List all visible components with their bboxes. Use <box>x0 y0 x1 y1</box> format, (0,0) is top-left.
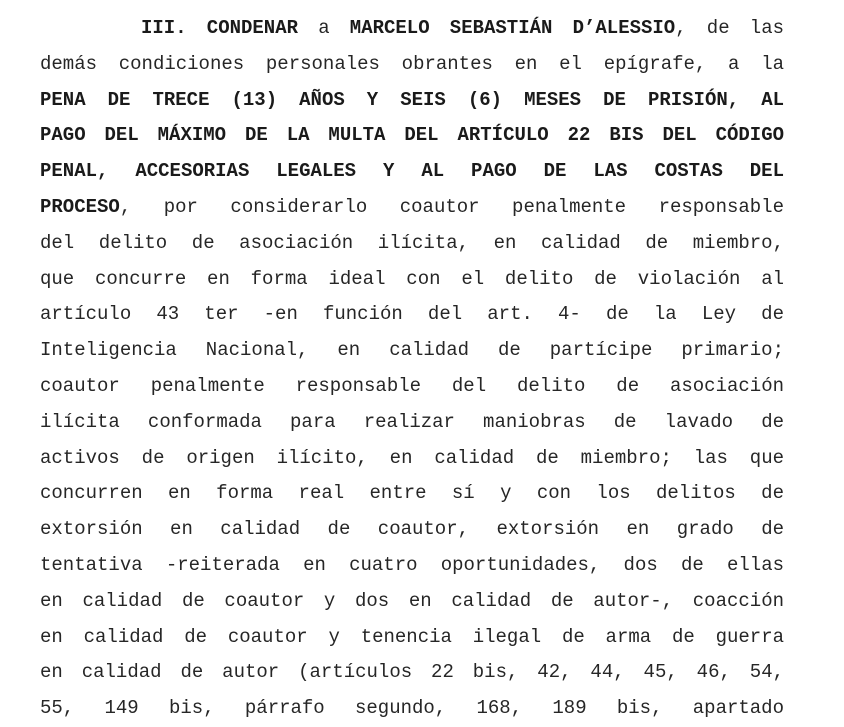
sentence-text: PROCESO <box>40 195 120 218</box>
text-line: Inteligencia Nacional, en calidad de partícipe primario; <box>40 339 784 362</box>
text-line: coautor penalmente responsable del delito de asociación <box>40 374 784 397</box>
text-line: ilícita conformada para realizar maniobras de lavado de <box>40 410 784 433</box>
sentence-text: PENAL, ACCESORIAS LEGALES Y AL PAGO DE LAS COSTAS DEL <box>40 160 784 183</box>
text-line: artículo 43 ter -en función del art. 4- de la Ley de <box>40 303 784 326</box>
heading-verb: CONDENAR <box>206 17 299 39</box>
sentence-line <box>40 83 784 119</box>
document-page <box>40 11 784 727</box>
text-line: tentativa -reiterada en cuatro oportunidades, dos de ellas <box>40 553 784 576</box>
text-line: activos de origen ilícito, en calidad de miembro; las que <box>40 446 784 469</box>
defendant-name: MARCELO SEBASTIÁN D’ALESSIO <box>349 17 676 39</box>
heading-connector: a <box>318 17 330 39</box>
heading-tail: , de las <box>675 17 784 39</box>
text-line: que concurre en forma ideal con el delito de violación al <box>40 267 784 290</box>
text-line: concurren en forma real entre sí y con los delitos de <box>40 482 784 505</box>
text-line: en calidad de coautor y tenencia ilegal de arma de guerra <box>40 625 784 648</box>
sentence-line <box>40 118 784 154</box>
sentence-text: PENA DE TRECE (13) AÑOS Y SEIS (6) MESES DE PRISIÓN, AL <box>40 88 784 111</box>
text-line: demás condiciones personales obrantes en el epígrafe, a la <box>40 52 784 75</box>
text-line: 55, 149 bis, párrafo segundo, 168, 189 bis, apartado <box>40 697 784 720</box>
heading-line <box>40 11 784 47</box>
text-line: en calidad de coautor y dos en calidad de autor-, coacción <box>40 589 784 612</box>
text-line: del delito de asociación ilícita, en calidad de miembro, <box>40 231 784 254</box>
sentence-text: PAGO DEL MÁXIMO DE LA MULTA DEL ARTÍCULO 22 BIS DEL CÓDIGO <box>40 124 784 147</box>
text-line: extorsión en calidad de coautor, extorsión en grado de <box>40 518 784 541</box>
text-segment: , por considerarlo coautor penalmente responsable <box>119 195 784 218</box>
text-line <box>40 190 784 226</box>
sentence-line <box>40 154 784 190</box>
section-numeral: III. <box>141 17 187 39</box>
text-line: en calidad de autor (artículos 22 bis, 42, 44, 45, 46, 54, <box>40 661 784 684</box>
